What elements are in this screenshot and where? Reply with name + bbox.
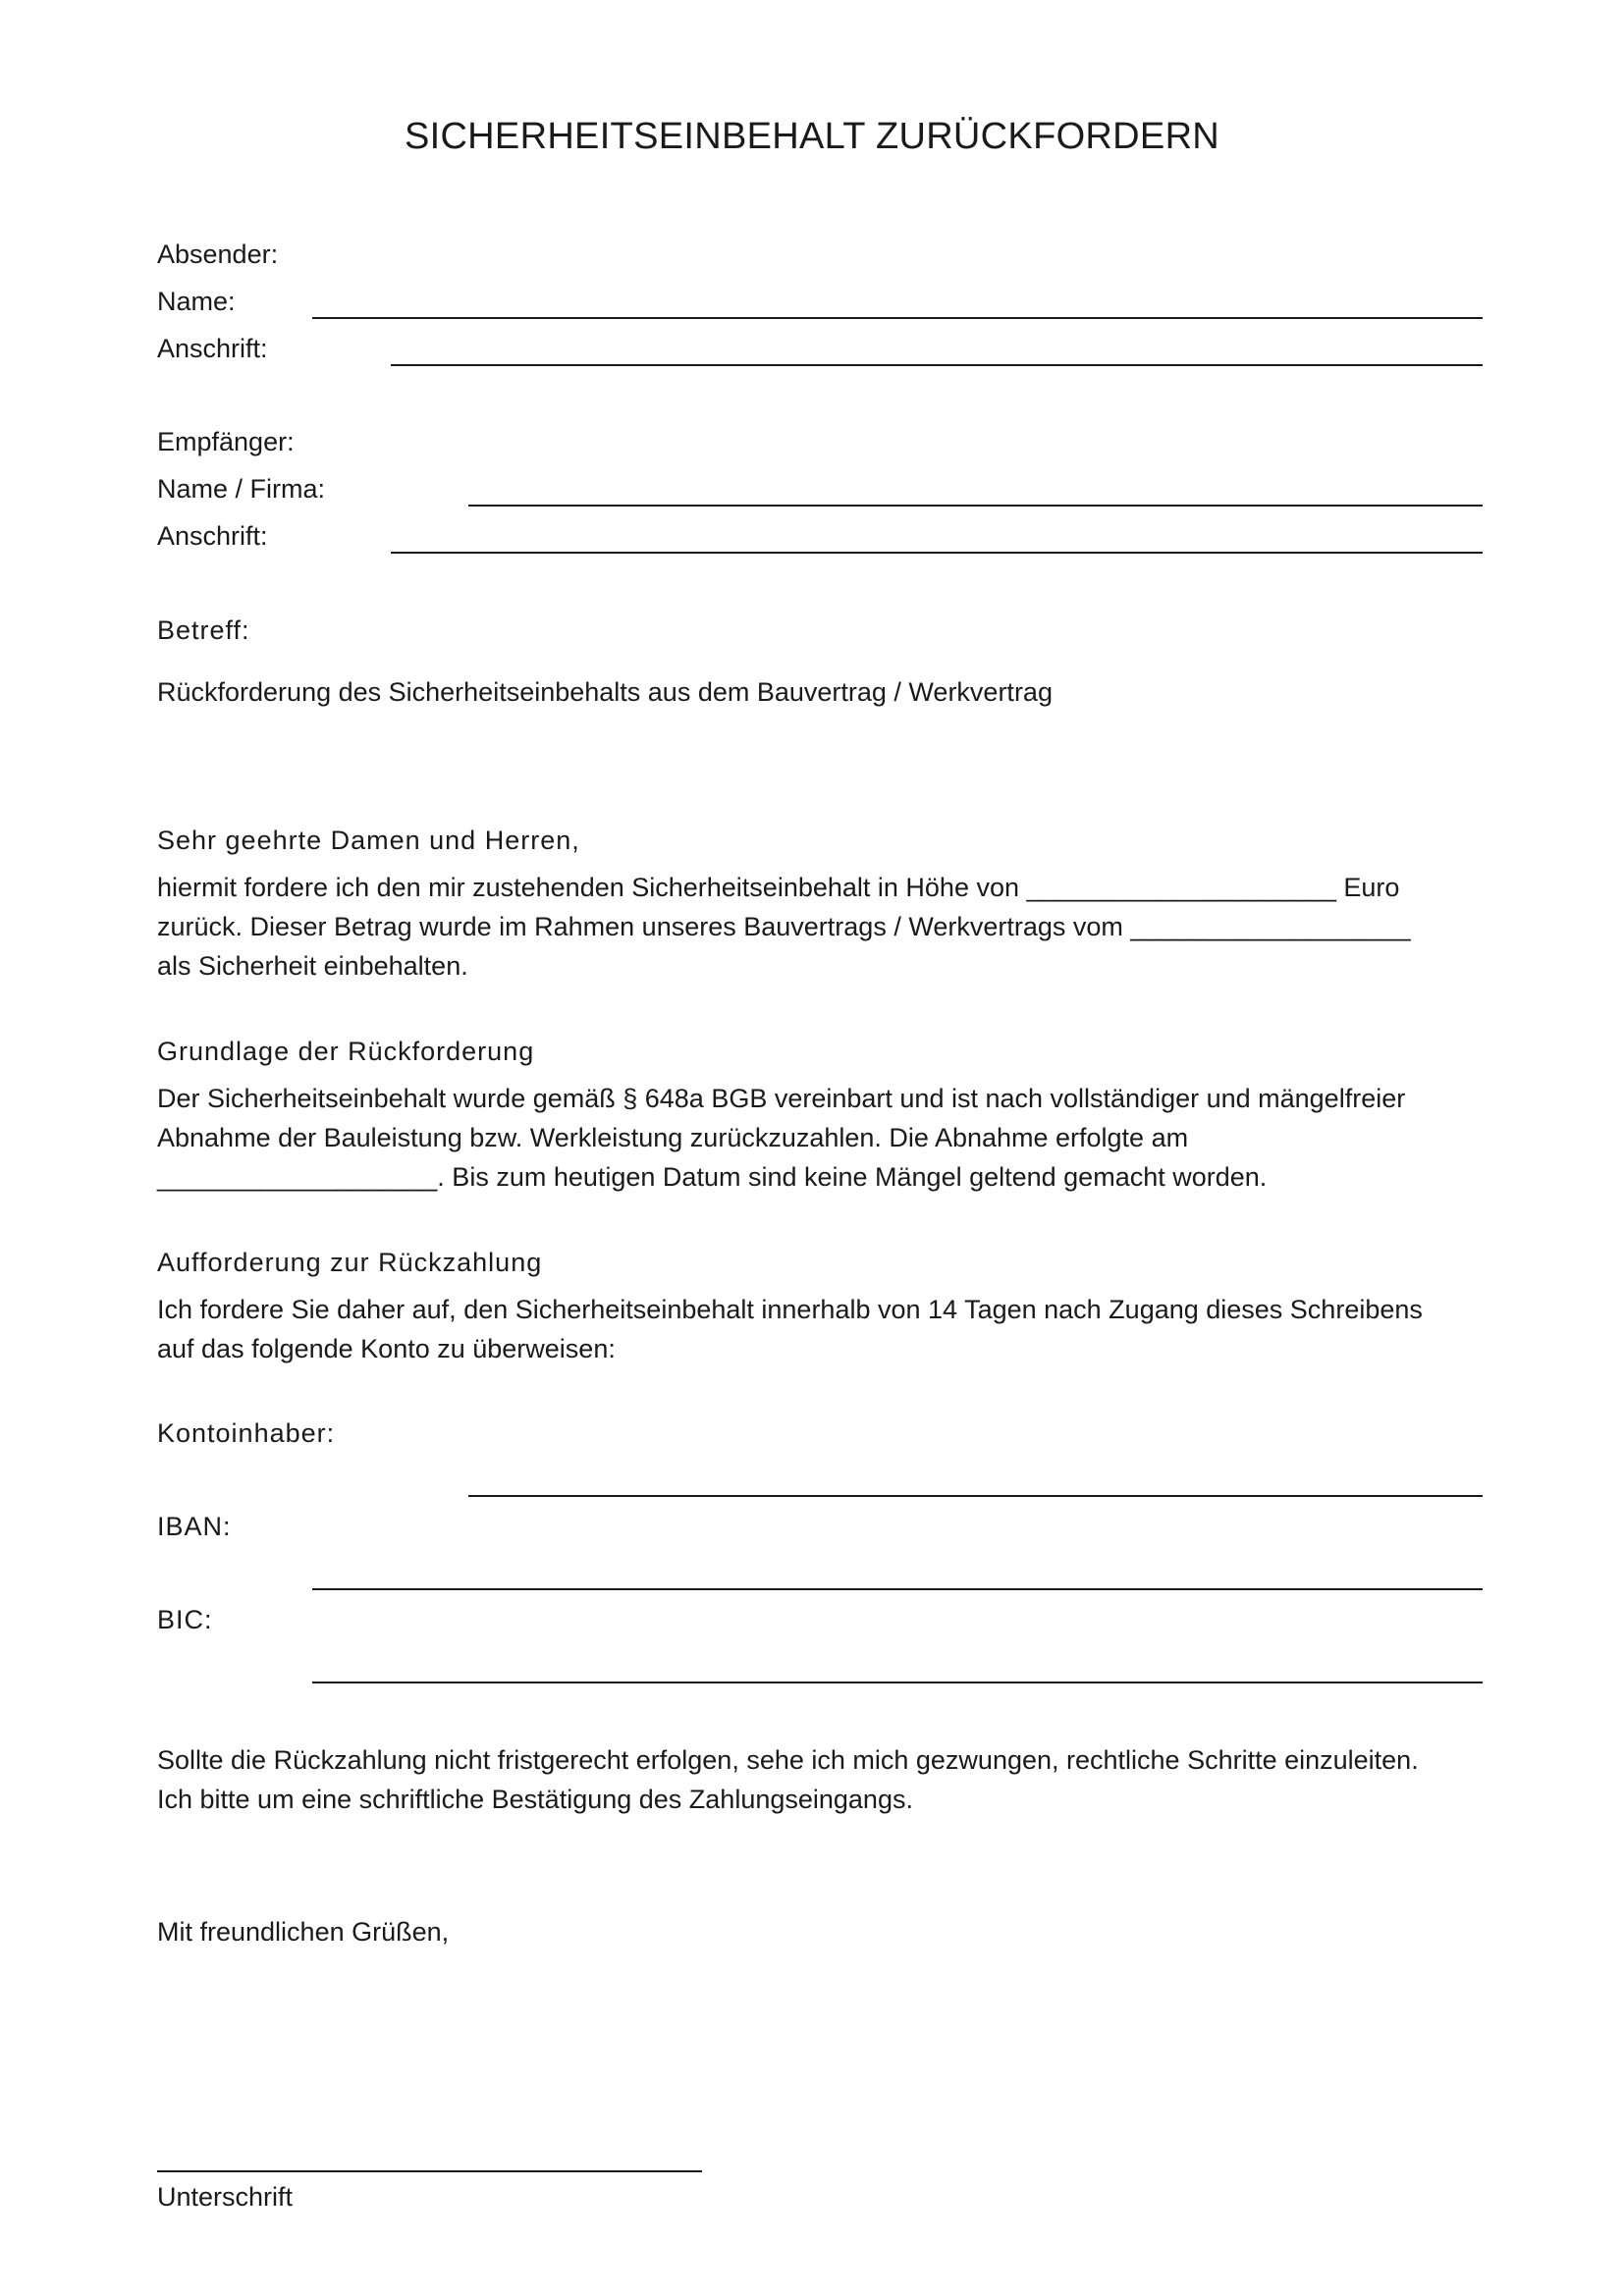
sender-heading: Absender: — [157, 240, 279, 269]
account-holder-label: Kontoinhaber: — [157, 1418, 336, 1448]
subject-text: Rückforderung des Sicherheitseinbehalts aus dem Bauvertrag / Werkvertrag — [157, 677, 1053, 707]
subject-label: Betreff: — [157, 615, 250, 645]
document-title: SICHERHEITSEINBEHALT ZURÜCKFORDERN — [404, 116, 1220, 157]
demand-heading: Aufforderung zur Rückzahlung — [157, 1248, 543, 1277]
basis-line-2: Abnahme der Bauleistung bzw. Werkleistung zurückzuzahlen. Die Abnahme erfolgte am — [157, 1123, 1189, 1152]
recipient-address-field[interactable] — [391, 552, 1483, 554]
closing-line-1: Sollte die Rückzahlung nicht fristgerecht erfolgen, sehe ich mich gezwungen, rechtliche Schritte einzuleiten. — [157, 1745, 1419, 1775]
sender-address-field[interactable] — [391, 364, 1483, 366]
bic-field[interactable] — [312, 1682, 1483, 1683]
bic-label: BIC: — [157, 1605, 213, 1634]
signature-field[interactable] — [157, 2170, 702, 2172]
greeting: Sehr geehrte Damen und Herren, — [157, 826, 580, 855]
sender-name-label: Name: — [157, 287, 236, 316]
sender-address-label: Anschrift: — [157, 334, 268, 363]
intro-line-1: hiermit fordere ich den mir zustehenden Sicherheitseinbehalt in Höhe von _____________________ Euro — [157, 873, 1400, 902]
demand-line-2: auf das folgende Konto zu überweisen: — [157, 1334, 616, 1363]
basis-line-3: ___________________. Bis zum heutigen Datum sind keine Mängel geltend gemacht worden. — [157, 1162, 1268, 1192]
recipient-name-field[interactable] — [468, 505, 1483, 507]
recipient-heading: Empfänger: — [157, 427, 295, 456]
signature-label: Unterschrift — [157, 2182, 294, 2212]
intro-line-3: als Sicherheit einbehalten. — [157, 951, 468, 981]
account-holder-field[interactable] — [468, 1495, 1483, 1497]
intro-line-2: zurück. Dieser Betrag wurde im Rahmen unseres Bauvertrags / Werkvertrags vom ___________________ — [157, 912, 1411, 941]
basis-heading: Grundlage der Rückforderung — [157, 1037, 535, 1066]
recipient-address-label: Anschrift: — [157, 521, 268, 551]
demand-line-1: Ich fordere Sie daher auf, den Sicherheitseinbehalt innerhalb von 14 Tagen nach Zugang dieses Schreibens — [157, 1295, 1423, 1324]
closing-line-2: Ich bitte um eine schriftliche Bestätigung des Zahlungseingangs. — [157, 1785, 913, 1814]
regards: Mit freundlichen Grüßen, — [157, 1917, 450, 1947]
basis-line-1: Der Sicherheitseinbehalt wurde gemäß § 648a BGB vereinbart und ist nach vollständiger und mängelfreier — [157, 1084, 1406, 1113]
iban-label: IBAN: — [157, 1512, 232, 1541]
recipient-name-label: Name / Firma: — [157, 474, 326, 504]
iban-field[interactable] — [312, 1588, 1483, 1590]
sender-name-field[interactable] — [312, 317, 1483, 319]
